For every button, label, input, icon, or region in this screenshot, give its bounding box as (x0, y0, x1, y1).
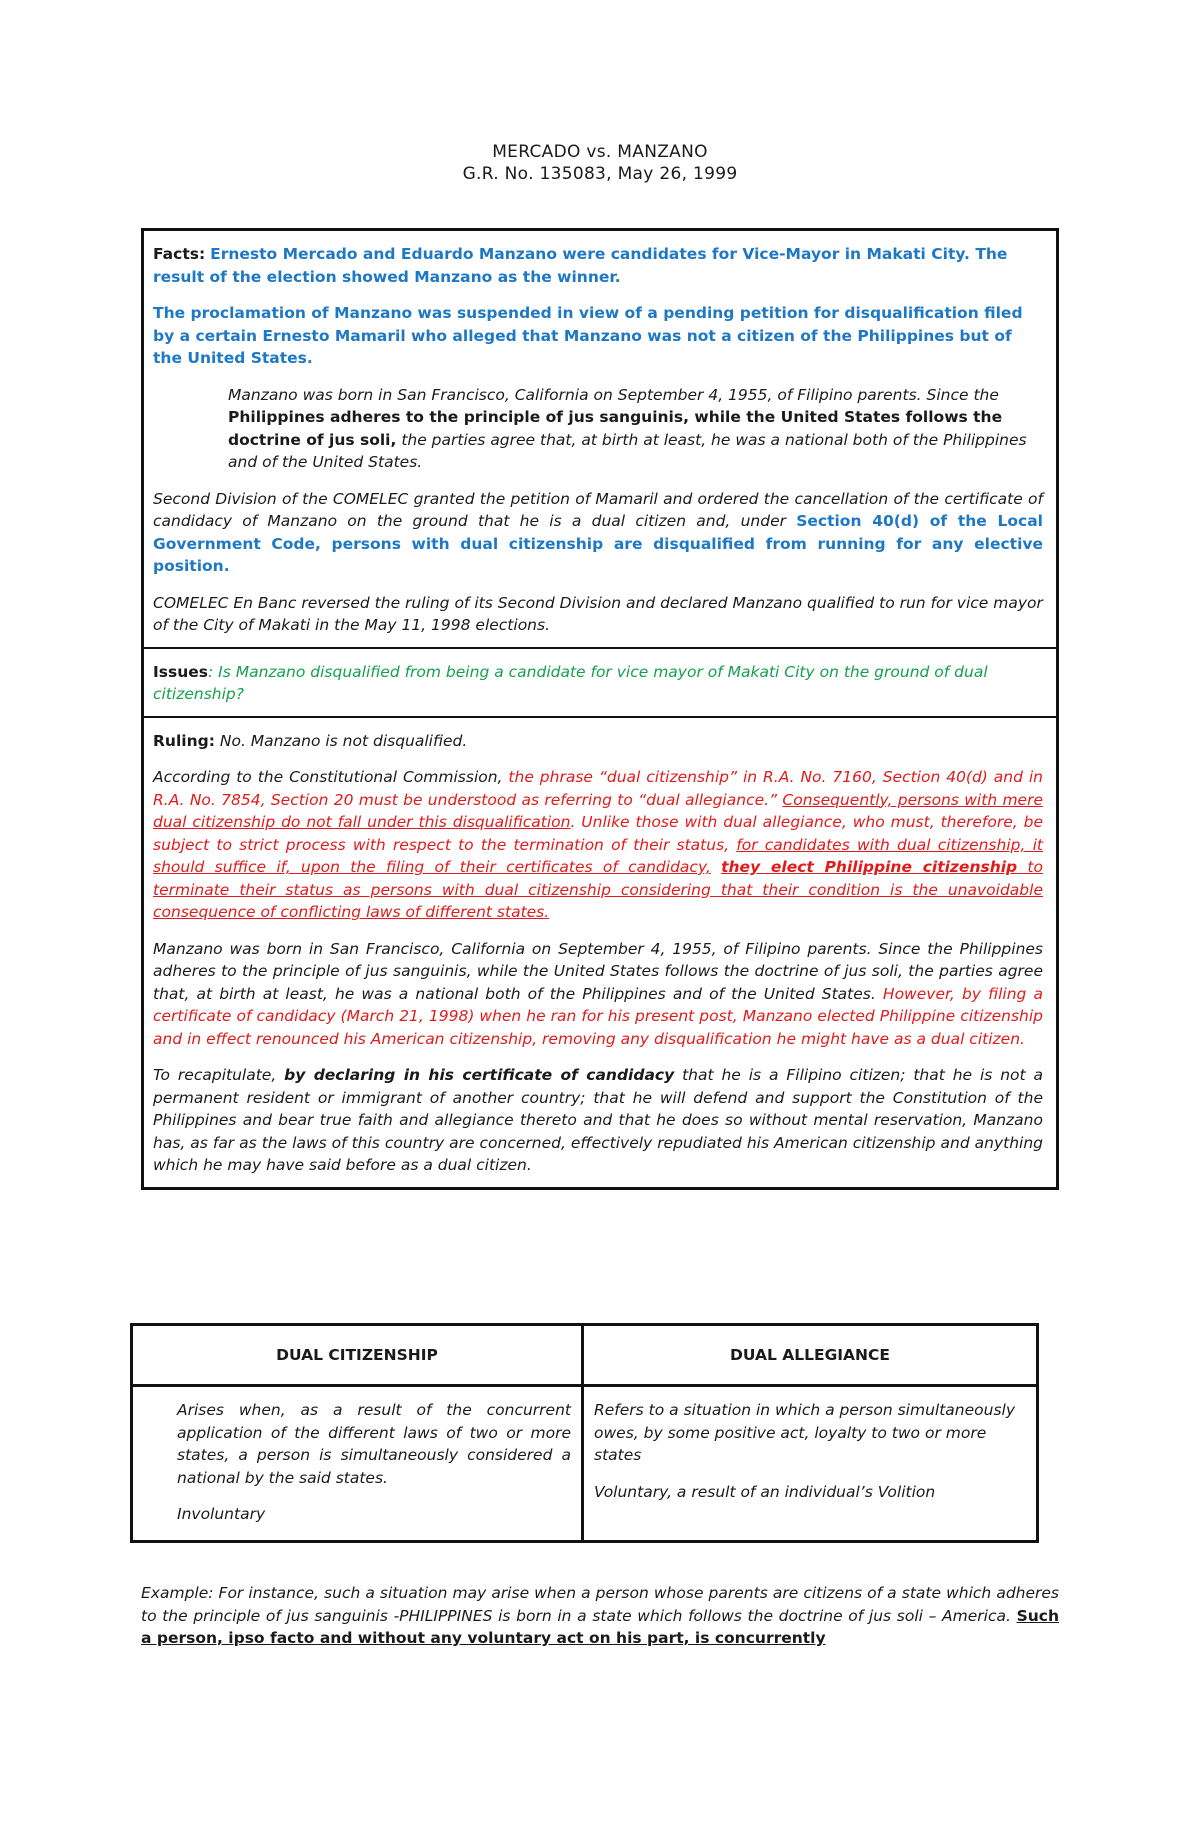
facts-paragraph-2: The proclamation of Manzano was suspended in view of a pending petition for disqualification filed by a certain Ernesto Mamaril who alleged that Manzano was not a citizen of the Philippines but of the United States. (153, 304, 1023, 367)
example-paragraph (141, 1582, 1059, 1650)
ruling-p1-g: they elect Philippine citizenship (721, 858, 1018, 876)
case-title: MERCADO vs. MANZANO (492, 142, 708, 162)
facts-paragraph-4 (153, 488, 1043, 578)
facts-p4-text-a: Second Division of the COMELEC granted the petition of Mamaril and ordered the cancellation of the certificate of candidacy of Manzano on the ground that he is a dual citizen and, under (153, 489, 1043, 530)
comparison-table (130, 1323, 1039, 1543)
dual-allegiance-header: DUAL ALLEGIANCE (583, 1325, 1038, 1386)
ruling-p1-f (711, 858, 721, 876)
facts-p3-text-a: Manzano was born in San Francisco, California on September 4, 1955, of Filipino parents. Since the (228, 385, 999, 404)
ruling-p1-c: Consequently, persons with mere dual citizenship do not fall under this disqualification (153, 790, 1043, 831)
ruling-paragraph-3 (153, 1064, 1043, 1177)
facts-p4-highlight: Section 40(d) of the Local Government Code, persons with dual citizenship are disqualified from running for any elective position. (153, 512, 1043, 575)
dual-allegiance-cell (583, 1386, 1038, 1542)
facts-paragraph-1 (153, 243, 1043, 288)
case-number: G.R. No. 135083, May 26, 1999 (462, 164, 738, 184)
ruling-answer (153, 730, 1043, 753)
case-header (0, 141, 1200, 185)
ruling-p1-h: to terminate their status as persons with dual citizenship considering that their condition is the unavoidable consequence of conflicting laws of different states. (153, 858, 1043, 921)
ruling-p1-a: According to the Constitutional Commission, (153, 768, 509, 786)
facts-paragraph-3 (153, 384, 1043, 474)
ruling-p3-c: that he is a Filipino citizen; that he is not a permanent resident or immigrant of another country; that he will defend and support the Constitution of the Philippines and bear true faith and allegiance thereto and that he does so without mental reservation, Manzano has, as far as the laws of this country are concerned, effectively repudiated his American citizenship and anything which he may have said before as a dual citizen. (153, 1066, 1043, 1174)
issues-section (144, 647, 1056, 716)
issues-text: : Is Manzano disqualified from being a candidate for vice mayor of Makati City on the ground of dual citizenship? (153, 662, 988, 703)
ruling-label: Ruling: (153, 731, 215, 750)
ruling-p2-a: Manzano was born in San Francisco, California on September 4, 1955, of Filipino parents. Since the Philippines adheres to the principle of jus sanguinis, while the United States follows the doctrine of jus soli, the parties agree that, at birth at least, he was a national both of the Philippines and of the United States. (153, 939, 1043, 1003)
example-emphasis: Such a person, ipso facto and without any voluntary act on his part, is concurrently (141, 1606, 1059, 1647)
dual-citizenship-cell (132, 1386, 583, 1542)
ruling-paragraph-2 (153, 938, 1043, 1051)
dual-allegiance-definition: Refers to a situation in which a person simultaneously owes, by some positive act, loyalty to two or more states (594, 1401, 1016, 1464)
ruling-p1-e: for candidates with dual citizenship, it should suffice if, upon the filing of their certificates of candidacy, (153, 835, 1043, 876)
ruling-section (144, 716, 1056, 1187)
comparison-body-row (132, 1386, 1038, 1542)
comparison-header-row (132, 1325, 1038, 1386)
example-text: Example: For instance, such a situation may arise when a person whose parents are citizens of a state which adheres to the principle of jus sanguinis -PHILIPPINES is born in a state which follows the doctrine of jus soli – America. (141, 1584, 1059, 1625)
ruling-p3-a: To recapitulate, (153, 1066, 285, 1084)
facts-text-1: Ernesto Mercado and Eduardo Manzano were candidates for Vice-Mayor in Makati City. The result of the election showed Manzano as the winner. (153, 245, 1008, 286)
facts-paragraph-5: COMELEC En Banc reversed the ruling of its Second Division and declared Manzano qualified to run for vice mayor of the City of Makati in the May 11, 1998 elections. (153, 593, 1043, 634)
ruling-answer-text: No. Manzano is not disqualified. (214, 731, 468, 750)
facts-p3-bold: Philippines adheres to the principle of jus sanguinis, while the United States follows the doctrine of jus soli, (228, 408, 1003, 449)
dual-citizenship-type: Involuntary (177, 1505, 266, 1523)
facts-p3-text-c: the parties agree that, at birth at least, he was a national both of the Philippines and of the United States. (228, 430, 1027, 471)
issues-paragraph (153, 661, 1043, 706)
dual-citizenship-definition: Arises when, as a result of the concurrent application of the different laws of two or more states, a person is simultaneously considered a national by the said states. (177, 1401, 571, 1487)
dual-allegiance-type: Voluntary, a result of an individual’s Volition (594, 1482, 936, 1501)
ruling-p1-d: . Unlike those with dual allegiance, who must, therefore, be subject to strict process with respect to the termination of their status, (153, 813, 1043, 854)
ruling-p3-b: by declaring in his certificate of candidacy (284, 1066, 675, 1084)
facts-section (144, 231, 1056, 647)
issues-label: Issues (153, 662, 208, 681)
case-digest-box (141, 228, 1059, 1190)
ruling-p1-b: the phrase “dual citizenship” in R.A. No. 7160, Section 40(d) and in R.A. No. 7854, Section 20 must be understood as referring to “dual allegiance.” (153, 768, 1043, 809)
facts-label: Facts: (153, 245, 206, 263)
ruling-p2-b: However, by filing a certificate of candidacy (March 21, 1998) when he ran for his present post, Manzano elected Philippine citizenship and in effect renounced his American citizenship, removing any disqualification he might have as a dual citizen. (153, 984, 1043, 1048)
ruling-paragraph-1 (153, 766, 1043, 924)
dual-citizenship-header: DUAL CITIZENSHIP (132, 1325, 583, 1386)
